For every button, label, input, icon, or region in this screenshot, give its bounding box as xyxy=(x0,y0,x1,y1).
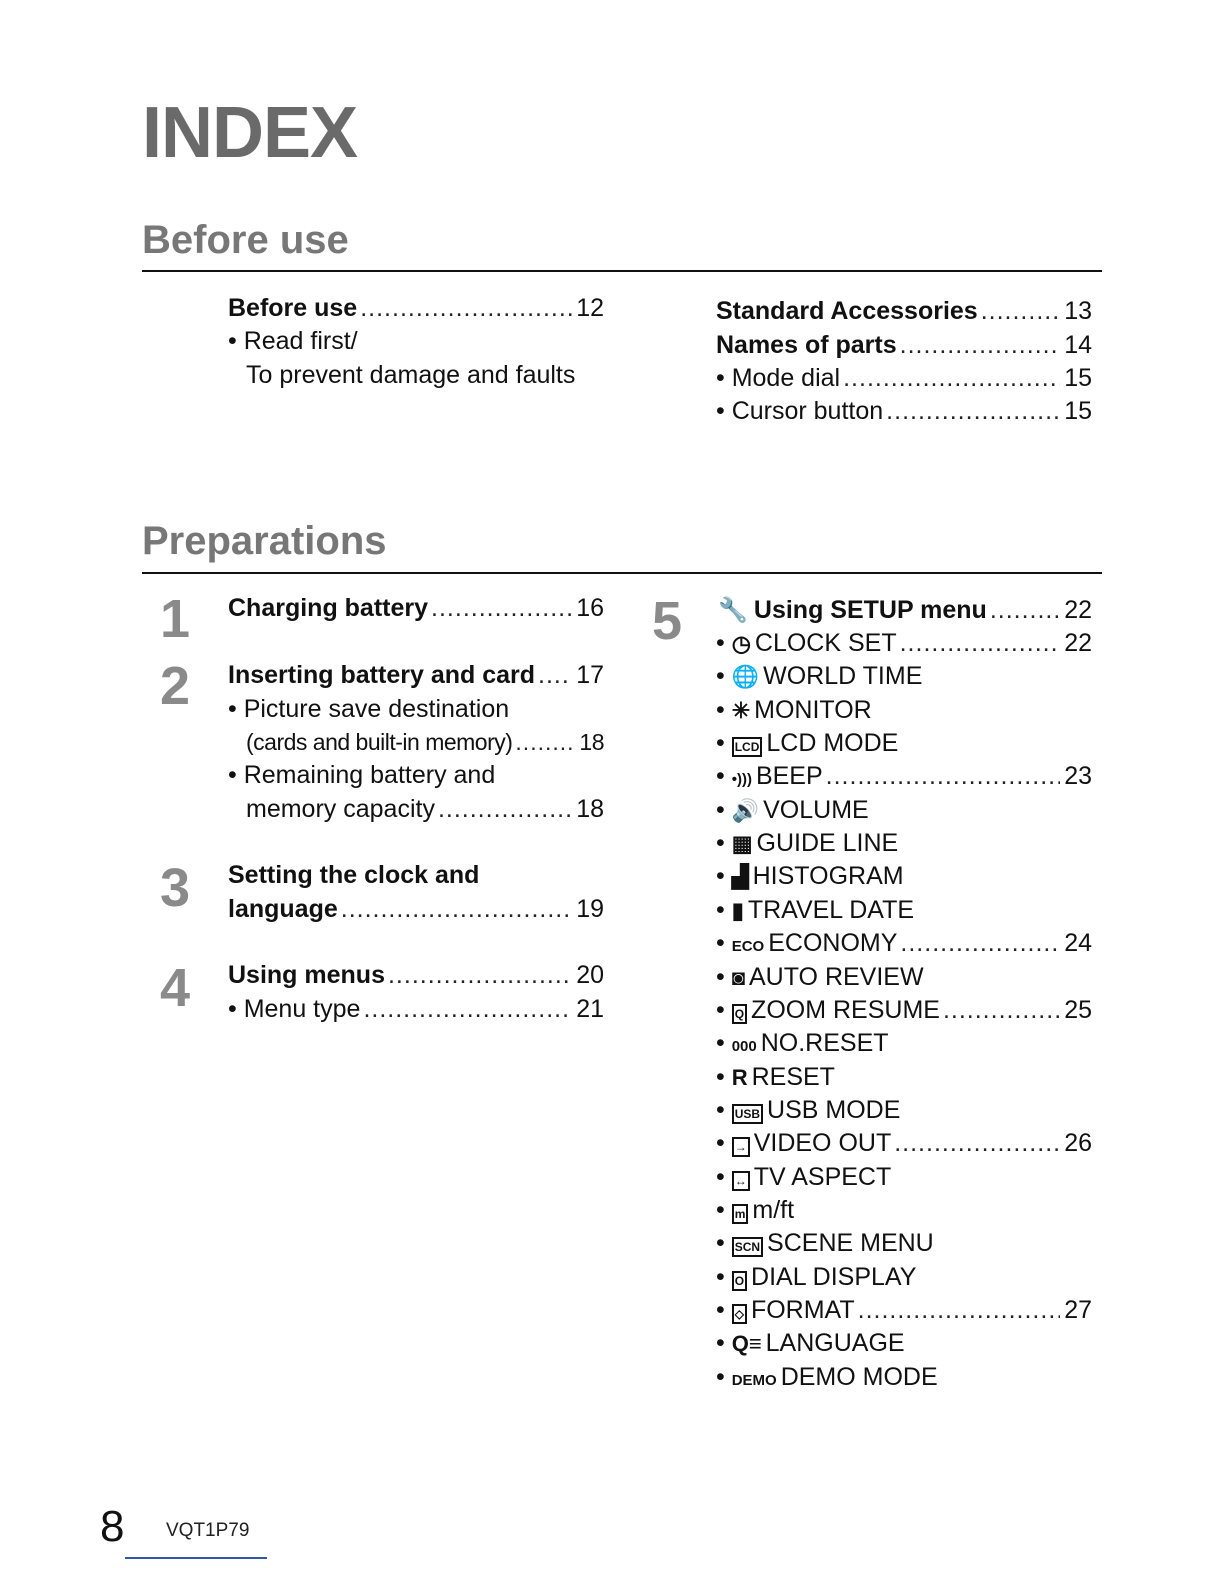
setup-item xyxy=(716,1262,1092,1292)
bullet: • xyxy=(716,1095,732,1124)
entry-label: Using SETUP menu xyxy=(753,596,987,624)
format-icon: ◇ xyxy=(732,1304,747,1324)
scene-menu-icon: SCN xyxy=(732,1237,763,1257)
lcd-mode-icon: LCD xyxy=(732,737,763,757)
entry-page: 22 xyxy=(1064,596,1092,624)
step-number: 4 xyxy=(160,958,191,1018)
index-entry xyxy=(228,593,604,623)
index-entry xyxy=(716,396,1092,426)
entry-label: • Mode dial xyxy=(716,364,841,392)
dot-leader xyxy=(990,595,1060,625)
entry-label: language xyxy=(228,895,338,923)
document-code: VQT1P79 xyxy=(166,1520,250,1541)
bullet: • xyxy=(716,929,732,958)
index-entry xyxy=(228,660,604,690)
section-heading-preparations: Preparations xyxy=(142,519,387,563)
setup-item-label: USB MODE xyxy=(767,1095,901,1124)
dot-leader xyxy=(363,994,572,1024)
entry-page: 14 xyxy=(1064,331,1092,359)
setup-item xyxy=(716,1362,1092,1392)
entry-label: To prevent damage and faults xyxy=(246,361,576,389)
index-entry xyxy=(716,363,1092,393)
entry-label: Setting the clock and xyxy=(228,861,480,889)
setup-item xyxy=(716,728,1092,758)
index-entry xyxy=(228,293,604,323)
dot-leader xyxy=(943,995,1060,1025)
bullet: • xyxy=(716,695,732,724)
setup-item xyxy=(716,928,1092,958)
bullet: • xyxy=(716,1262,732,1291)
setup-item xyxy=(716,1162,1092,1192)
entry-page: 13 xyxy=(1064,297,1092,325)
entry-label: Using menus xyxy=(228,961,385,989)
dot-leader xyxy=(886,396,1060,426)
bullet: • xyxy=(716,962,732,991)
divider xyxy=(142,572,1102,574)
index-entry xyxy=(228,960,604,990)
setup-item xyxy=(716,761,1092,791)
bullet: • xyxy=(716,1362,732,1391)
dot-leader xyxy=(843,363,1060,393)
dot-leader xyxy=(858,1295,1061,1325)
setup-item xyxy=(716,1095,1092,1125)
setup-item xyxy=(716,828,1092,858)
dot-leader xyxy=(981,296,1060,326)
index-entry xyxy=(246,360,575,390)
entry-label: Standard Accessories xyxy=(716,297,978,325)
setup-item-label: VOLUME xyxy=(763,795,869,824)
bullet: • xyxy=(716,829,732,858)
demo-mode-icon: DEMO xyxy=(731,1371,777,1389)
dot-leader xyxy=(900,330,1061,360)
bullet: • xyxy=(716,1229,732,1258)
setup-item-label: SCENE MENU xyxy=(767,1229,934,1258)
dot-leader xyxy=(900,628,1061,658)
setup-item-label: LANGUAGE xyxy=(765,1329,905,1358)
setup-item-label: ZOOM RESUME xyxy=(751,995,940,1024)
step-number: 5 xyxy=(652,591,683,651)
dot-leader xyxy=(341,894,572,924)
bullet: • xyxy=(716,1296,732,1324)
entry-page: 15 xyxy=(1064,364,1092,392)
entry-label: • Menu type xyxy=(228,995,361,1023)
setup-item-label: NO.RESET xyxy=(760,1029,889,1058)
dot-leader xyxy=(431,593,572,623)
entry-page: 19 xyxy=(576,895,604,923)
setup-item-label: ECONOMY xyxy=(768,929,898,958)
setup-item xyxy=(716,962,1092,992)
entry-label: Charging battery xyxy=(228,594,429,622)
entry-label: Names of parts xyxy=(716,331,897,359)
bullet: • xyxy=(716,629,732,657)
guide-line-icon: ▦ xyxy=(731,831,753,857)
entry-page: 16 xyxy=(576,594,604,622)
entry-page: 15 xyxy=(1064,397,1092,425)
index-entry xyxy=(228,994,604,1024)
setup-item xyxy=(716,1028,1092,1058)
clock-icon: ◷ xyxy=(731,631,751,656)
bullet: • xyxy=(716,1329,732,1358)
bullet: • xyxy=(716,895,732,924)
entry-page: 18 xyxy=(576,795,604,823)
bullet: • xyxy=(716,762,732,791)
entry-page: 22 xyxy=(1064,629,1092,657)
travel-date-icon: ▮ xyxy=(731,897,744,923)
setup-item xyxy=(716,795,1092,825)
bullet: • xyxy=(716,729,732,758)
setup-item xyxy=(716,695,1092,725)
dial-display-icon: O xyxy=(732,1271,747,1291)
entry-page: 18 xyxy=(579,729,604,755)
index-entry xyxy=(228,694,509,724)
dot-leader xyxy=(826,761,1061,791)
histogram-icon: ▟ xyxy=(731,864,749,890)
beep-icon: •))) xyxy=(731,771,752,789)
section-heading-before-use: Before use xyxy=(142,218,349,262)
volume-icon: 🔊 xyxy=(731,797,760,823)
entry-page: 24 xyxy=(1064,929,1092,958)
entry-page: 26 xyxy=(1064,1129,1092,1158)
entry-label: • Picture save destination xyxy=(228,695,510,723)
dot-leader xyxy=(388,960,572,990)
bullet: • xyxy=(716,795,732,824)
setup-item-label: DIAL DISPLAY xyxy=(751,1262,917,1291)
entry-page: 27 xyxy=(1064,1296,1092,1324)
setup-item-label: CLOCK SET xyxy=(754,629,897,657)
setup-item-label: DEMO MODE xyxy=(780,1362,938,1391)
dot-leader xyxy=(894,1128,1060,1158)
step-number: 3 xyxy=(160,858,191,918)
setup-item-label: FORMAT xyxy=(750,1296,855,1324)
bullet: • xyxy=(716,1129,732,1158)
wrench-icon: 🔧 xyxy=(718,597,748,624)
entry-label: • Read first/ xyxy=(228,327,358,355)
setup-item-label: HISTOGRAM xyxy=(752,862,904,891)
dot-leader xyxy=(438,794,572,824)
setup-item-label: m/ft xyxy=(752,1195,795,1224)
index-entry xyxy=(716,330,1092,360)
tv-aspect-icon: ↔ xyxy=(732,1171,750,1191)
setup-item-label: MONITOR xyxy=(754,695,872,724)
index-entry xyxy=(246,727,604,757)
page-title: INDEX xyxy=(142,93,358,173)
setup-item xyxy=(716,628,1092,658)
language-icon: Q≡ xyxy=(731,1331,762,1357)
setup-item-label: RESET xyxy=(751,1062,835,1091)
bullet: • xyxy=(716,1162,732,1191)
zoom-resume-icon: Q xyxy=(732,1004,747,1024)
index-entry xyxy=(718,595,1092,625)
setup-item xyxy=(716,1128,1092,1158)
setup-item xyxy=(716,661,1092,691)
index-entry xyxy=(228,860,479,890)
index-entry xyxy=(228,760,495,790)
index-entry xyxy=(228,326,358,356)
usb-mode-icon: USB xyxy=(732,1104,763,1124)
footer-underline xyxy=(125,1557,267,1559)
monitor-brightness-icon: ✳ xyxy=(731,697,751,723)
setup-item-label: LCD MODE xyxy=(766,729,899,758)
entry-page: 21 xyxy=(576,995,604,1023)
setup-item xyxy=(716,1328,1092,1358)
bullet: • xyxy=(716,862,732,891)
no-reset-icon: 000 xyxy=(731,1038,757,1056)
setup-item xyxy=(716,1295,1092,1325)
entry-page: 25 xyxy=(1064,995,1092,1024)
m-ft-icon: m xyxy=(732,1204,749,1224)
setup-item-label: AUTO REVIEW xyxy=(749,962,924,991)
dot-leader xyxy=(538,660,572,690)
setup-item xyxy=(716,1228,1092,1258)
entry-label: • Cursor button xyxy=(716,397,884,425)
entry-page: 12 xyxy=(576,294,604,322)
index-entry xyxy=(228,894,604,924)
index-entry xyxy=(716,296,1092,326)
setup-item xyxy=(716,995,1092,1025)
entry-page: 17 xyxy=(576,661,604,689)
economy-icon: ECO xyxy=(731,938,765,956)
setup-item xyxy=(716,1062,1092,1092)
entry-label: (cards and built-in memory) xyxy=(246,729,513,755)
dot-leader xyxy=(900,928,1060,958)
step-number: 1 xyxy=(160,589,191,649)
world-time-icon: 🌐 xyxy=(731,664,760,690)
step-number: 2 xyxy=(160,656,191,716)
video-out-icon: → xyxy=(732,1137,750,1157)
bullet: • xyxy=(716,1029,732,1058)
setup-item xyxy=(716,861,1092,891)
entry-label: • Remaining battery and xyxy=(228,761,496,789)
reset-icon: R xyxy=(731,1064,748,1090)
entry-label: Before use xyxy=(228,294,358,322)
page-number: 8 xyxy=(100,1502,125,1551)
bullet: • xyxy=(716,1062,732,1091)
setup-item-label: WORLD TIME xyxy=(763,662,923,691)
dot-leader xyxy=(360,293,572,323)
auto-review-icon: ◙ xyxy=(731,964,745,990)
entry-label: memory capacity xyxy=(246,795,435,823)
entry-label: Inserting battery and card xyxy=(228,661,536,689)
setup-item-label: TV ASPECT xyxy=(753,1162,892,1191)
bullet: • xyxy=(716,995,732,1024)
entry-page: 23 xyxy=(1064,762,1092,791)
setup-item-label: BEEP xyxy=(755,762,823,791)
bullet: • xyxy=(716,1195,732,1224)
setup-item xyxy=(716,1195,1092,1225)
setup-item xyxy=(716,895,1092,925)
bullet: • xyxy=(716,662,732,691)
setup-item-label: VIDEO OUT xyxy=(753,1129,892,1158)
dot-leader xyxy=(515,727,575,757)
setup-item-label: GUIDE LINE xyxy=(756,829,899,858)
divider xyxy=(142,270,1102,272)
setup-item-label: TRAVEL DATE xyxy=(747,895,915,924)
index-entry xyxy=(246,794,604,824)
entry-page: 20 xyxy=(576,961,604,989)
